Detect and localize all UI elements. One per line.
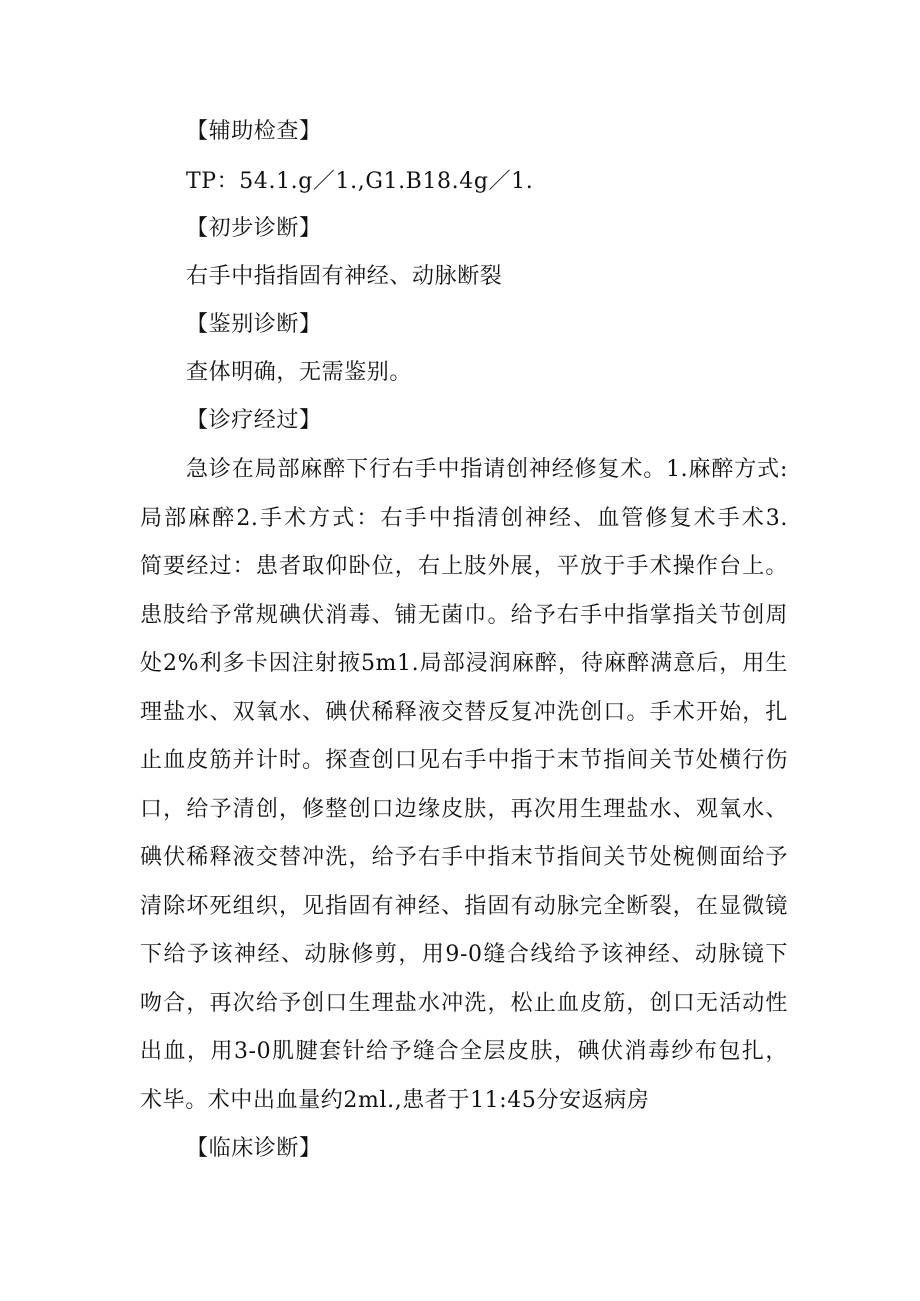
treatment-line-14: 术毕。术中出血量约2ml.,患者于11:45分安返病房 [140,1088,650,1113]
section-heading-clinical-diagnosis: 【临床诊断】 [186,1136,322,1161]
treatment-line-9: 碘伏稀释液交替冲洗，给予右手中指末节指间关节处椀侧面给予 [140,845,788,870]
treatment-line-10: 清除坏死组织，见指固有神经、指固有动脉完全断裂，在显微镜 [140,894,788,919]
treatment-line-8: 口，给予清创，修整创口边缘皮肤，再次用生理盐水、观氧水、 [140,797,788,822]
treatment-line-5: 处2%利多卡因注射掖5m1.局部浸润麻醉，待麻醉满意后，用生 [140,651,788,676]
lab-results-text: TP：54.1.g／1.,G1.B18.4g／1. [186,169,534,194]
treatment-line-12: 吻合，再次给予创口生理盐水冲洗，松止血皮筋，创口无活动性 [140,991,788,1016]
section-heading-auxiliary-exam: 【辅助检查】 [186,119,322,144]
treatment-line-1: 急诊在局部麻醉下行右手中指请创神经修复术。1.麻醉方式: [186,457,788,482]
differential-diagnosis-text: 查体明确，无需鉴别。 [186,360,413,385]
section-heading-preliminary-diagnosis: 【初步诊断】 [186,216,322,241]
section-heading-treatment-course: 【诊疗经过】 [186,408,322,433]
treatment-line-11: 下给予该神经、动脉修剪，用9-0缝合线给予该神经、动脉镜下 [140,942,788,967]
section-heading-differential-diagnosis: 【鉴别诊断】 [186,312,322,337]
treatment-line-7: 止血皮筋并计时。探查创口见右手中指于末节指间关节处横行伤 [140,748,788,773]
treatment-line-2: 局部麻醉2.手术方式：右手中指清创神经、血管修复术手术3. [140,506,788,531]
treatment-line-6: 理盐水、双氧水、碘伏稀释液交替反复冲洗创口。手术开始，扎 [140,700,788,725]
treatment-line-3: 简要经过：患者取仰卧位，右上肢外展，平放于手术操作台上。 [140,554,788,579]
treatment-line-13: 出血，用3-0肌腱套针给予缝合全层皮肤，碘伏消毒纱布包扎， [140,1039,788,1064]
treatment-line-4: 患肢给予常规碘伏消毒、铺无菌巾。给予右手中指掌指关节创周 [140,603,788,628]
preliminary-diagnosis-text: 右手中指指固有神经、动脉断裂 [186,264,503,289]
